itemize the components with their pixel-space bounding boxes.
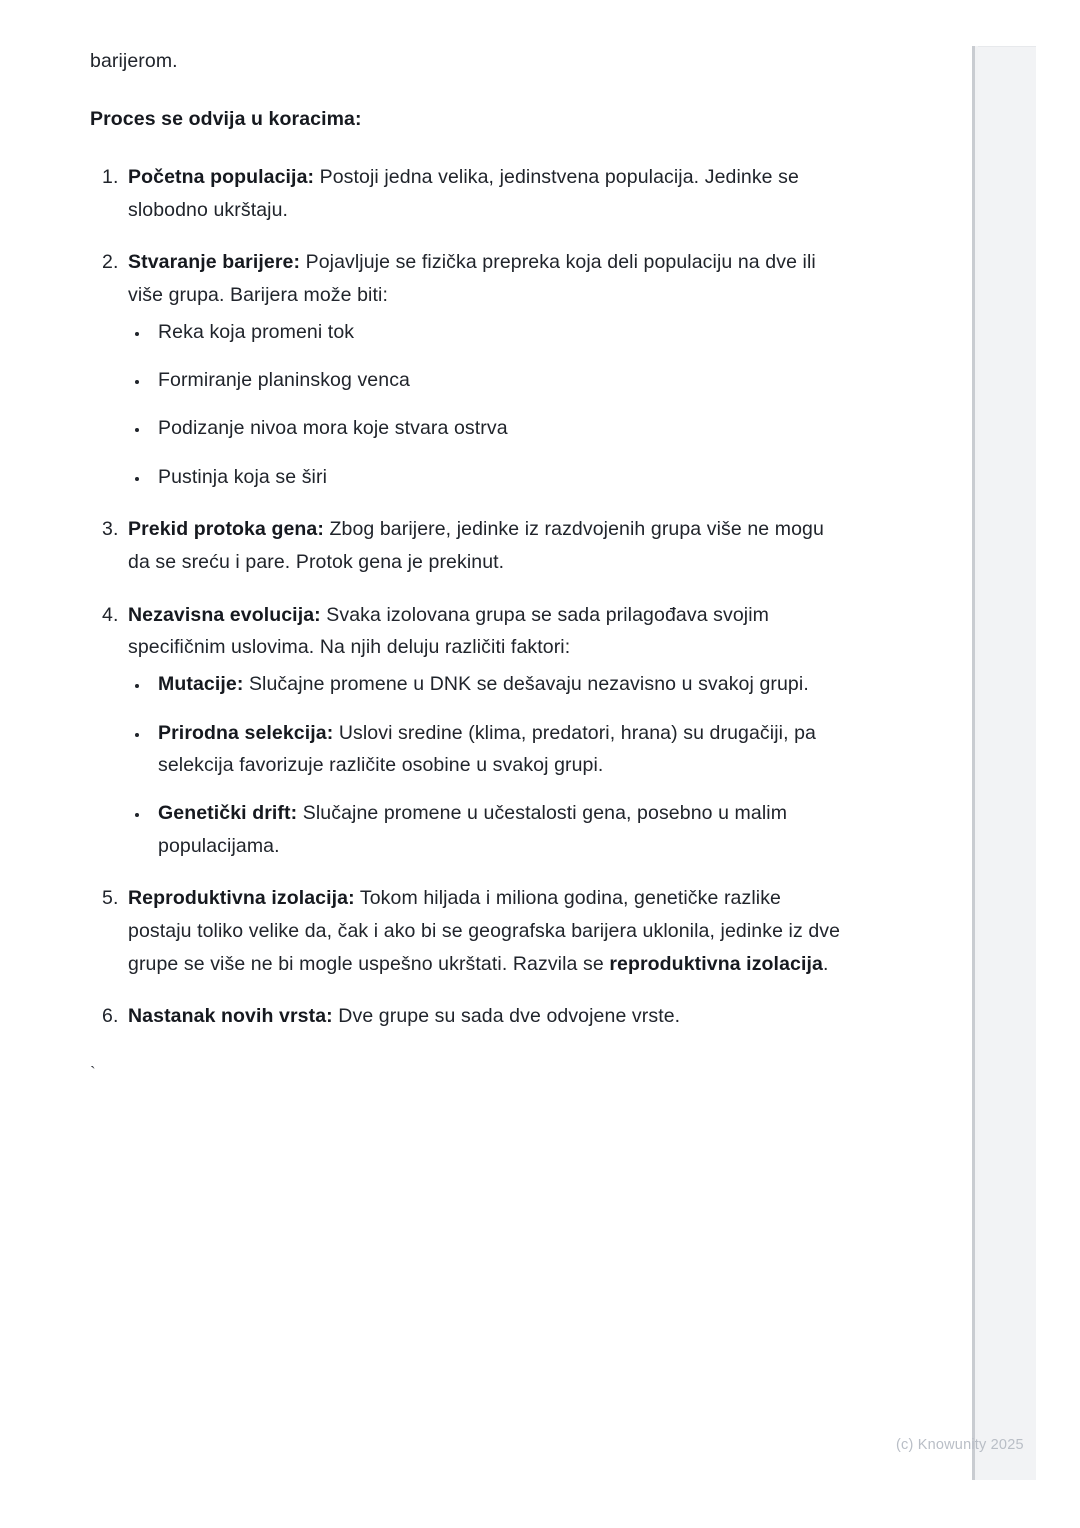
step-text: Zbog barijere, jedinke iz razdvojenih grupa više ne mogu da se sreću i pare. Protok gena je prekinut. <box>128 518 824 573</box>
step-term: Prekid protoka gena: <box>128 518 324 541</box>
step-text: Svaka izolovana grupa se sada prilagođava svojim specifičnim uslovima. Na njih deluju različiti faktori: <box>128 603 770 659</box>
list-item <box>150 461 842 493</box>
step-text-after: . <box>822 952 829 975</box>
list-item <box>150 412 842 444</box>
sub-term: Prirodna selekcija: <box>158 721 334 744</box>
list-item <box>124 1000 842 1033</box>
sub-text: Slučajne promene u učestalosti gena, posebno u malim populacijama. <box>158 802 788 857</box>
step-text: Dve grupe su sada dve odvojene vrste. <box>332 1005 681 1028</box>
sub-text: Podizanje nivoa mora koje stvara ostrva <box>158 417 508 440</box>
sub-text: Reka koja promeni tok <box>158 320 355 343</box>
list-item <box>124 161 842 227</box>
list-item <box>124 246 842 493</box>
step-term: Nezavisna evolucija: <box>128 603 321 626</box>
sub-term: Genetički drift: <box>158 802 298 825</box>
list-item <box>150 797 842 862</box>
section-heading: Proces se odvija u koracima: <box>90 107 362 130</box>
list-item <box>124 882 842 980</box>
list-item <box>150 668 842 700</box>
step-text: Postoji jedna velika, jedinstvena populacija. Jedinke se slobodno ukrštaju. <box>128 165 799 221</box>
sub-term: Mutacije: <box>158 673 244 696</box>
list-item <box>150 717 842 782</box>
document-body <box>90 46 842 1053</box>
list-item <box>150 316 842 348</box>
page-side-panel-surface <box>978 46 1036 1480</box>
page-side-panel[interactable] <box>972 46 1036 1480</box>
evolution-factors-list <box>128 668 842 862</box>
barrier-types-list <box>128 316 842 493</box>
list-item <box>124 599 842 862</box>
copyright-watermark: (c) Knowunity 2025 <box>896 1437 1024 1453</box>
trailing-backtick-mark: ` <box>90 1063 96 1082</box>
step-term: Reproduktivna izolacija: <box>128 887 355 909</box>
step-emphasis: reproduktivna izolacija <box>609 952 823 975</box>
continued-paragraph: barijerom. <box>90 50 178 72</box>
sub-text: Formiranje planinskog venca <box>158 369 410 392</box>
sub-text: Pustinja koja se širi <box>158 465 328 488</box>
step-text: Pojavljuje se fizička prepreka koja deli populaciju na dve ili više grupa. Barijera može biti: <box>128 251 816 307</box>
step-term: Nastanak novih vrsta: <box>128 1005 333 1028</box>
step-term: Početna populacija: <box>128 165 315 188</box>
list-item <box>124 513 842 579</box>
step-term: Stvaranje barijere: <box>128 251 301 274</box>
step-text: Tokom hiljada i miliona godina, genetičke razlike postaju toliko velike da, čak i ako bi se geografska barijera uklonila, jedinke iz dve grupe se više ne bi mogle uspešno ukrštati. Razvila se <box>128 887 841 975</box>
list-item <box>150 364 842 396</box>
process-steps-list <box>90 161 842 1033</box>
sub-text: Uslovi sredine (klima, predatori, hrana) su drugačiji, pa selekcija favorizuje različite osobine u svakoj grupi. <box>158 721 817 776</box>
sub-text: Slučajne promene u DNK se dešavaju nezavisno u svakoj grupi. <box>243 673 809 696</box>
